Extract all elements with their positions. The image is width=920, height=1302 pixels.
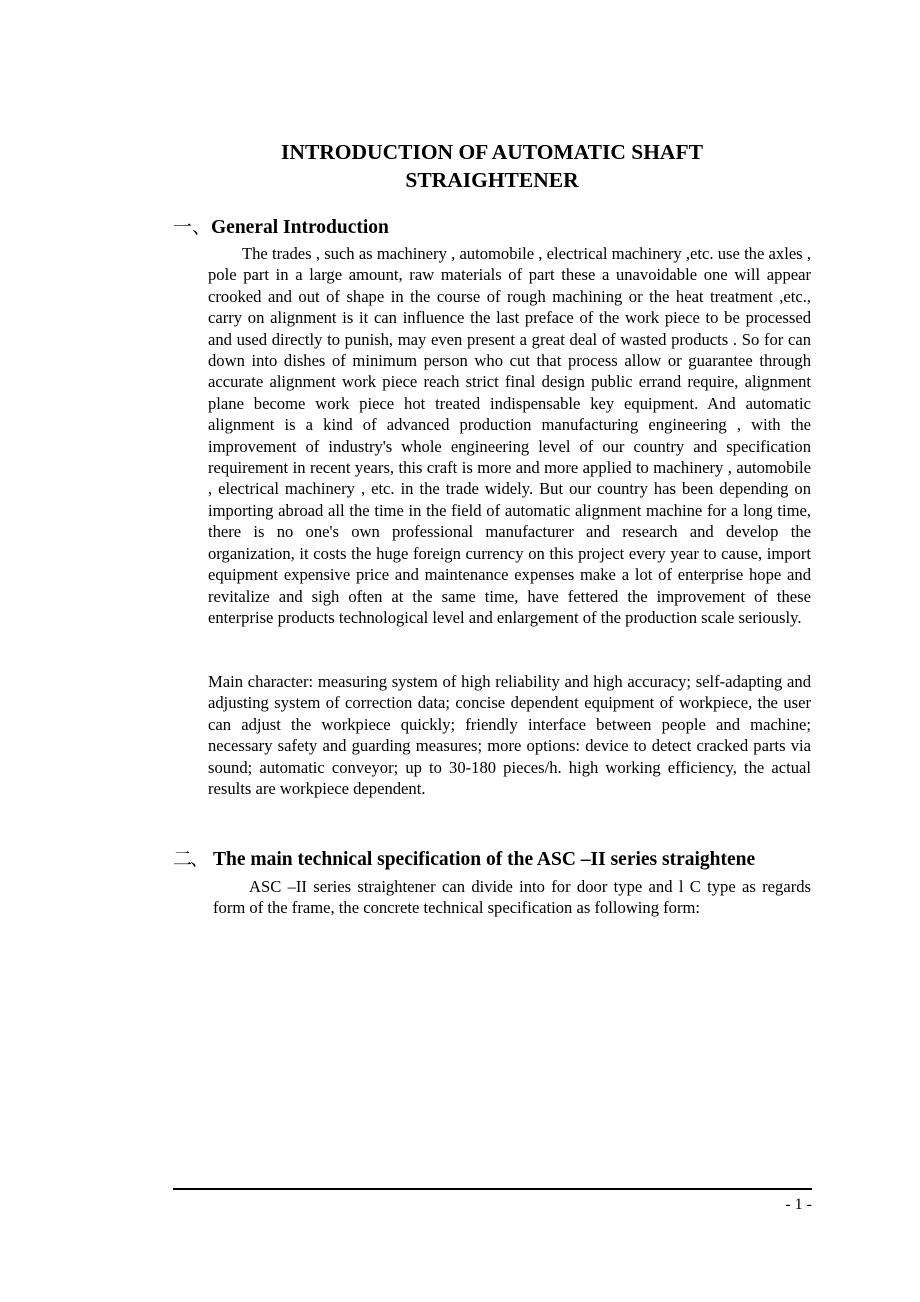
- section-1-heading: [173, 214, 823, 241]
- section-1-paragraph-1: The trades , such as machinery , automobile , electrical machinery ,etc. use the axles , pole part in a large amount, raw materials of part these a unavoidable one will appear crooked and out of shape in the course of rough machining or the heat treatment ,etc., carry on alignment is it can influence the last preface of the work piece to be processed and used directly to punish, may even present a great deal of wasted products . So for can down into dishes of minimum person who cut that process allow or guarantee through accurate alignment work piece reach strict final design public errand require, alignment plane become work piece hot treated indispensable key equipment. And automatic alignment is a kind of advanced production manufacturing engineering , with the improvement of industry's whole engineering level of our country and specification requirement in recent years, this craft is more and more applied to machinery , automobile , electrical machinery , etc. in the trade widely. But our country has been depending on importing abroad all the time in the field of automatic alignment machine for a long time, there is no one's own professional manufacturer and research and develop the organization, it costs the huge foreign currency on this project every year to cause, import equipment expensive price and maintenance expenses make a lot of enterprise hope and revitalize and sigh often at the same time, have fettered the improvement of these enterprise products technological level and enlargement of the production scale seriously.: [208, 244, 811, 627]
- section-1-heading-text: General Introduction: [211, 217, 389, 238]
- document-title: [173, 138, 811, 194]
- section-1-number: 一、: [173, 216, 212, 238]
- title-line-2: STRAIGHTENER: [405, 168, 579, 192]
- footer-divider: [173, 1188, 812, 1190]
- page-number: - 1 -: [785, 1196, 812, 1213]
- section-2-paragraph-1: ASC –II series straightener can divide into for door type and l C type as regards form of the frame, the concrete technical specification as following form:: [213, 877, 811, 918]
- title-line-1: INTRODUCTION OF AUTOMATIC SHAFT: [281, 140, 703, 164]
- section-1-paragraph-2: Main character: measuring system of high reliability and high accuracy; self-adapting and adjusting system of correction data; concise dependent equipment of workpiece, the user can adjust the workpiece quickly; friendly interface between people and machine; necessary safety and guarding measures; more options: device to detect cracked parts via sound; automatic conveyor; up to 30-180 pieces/h. high working efficiency, the actual results are workpiece dependent.: [208, 672, 811, 799]
- section-2-heading: [173, 846, 811, 873]
- section-2-heading-text: The main technical specification of the ASC –II series straightene: [213, 849, 756, 870]
- section-2-number: 二、: [173, 848, 208, 870]
